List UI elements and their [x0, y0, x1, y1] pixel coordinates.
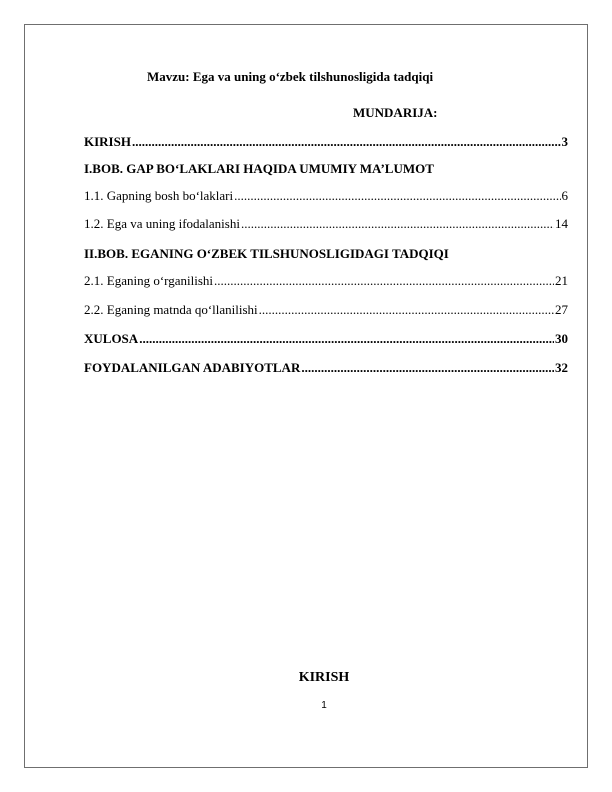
- toc-entry-label: 1.2. Ega va uning ifodalanishi: [84, 216, 240, 231]
- toc-dot-leader: [214, 273, 554, 289]
- toc-entry-2-1[interactable]: [84, 273, 568, 291]
- toc-dot-leader: [301, 360, 554, 376]
- toc-entry-page: 14: [555, 216, 568, 231]
- toc-entry-page: 32: [555, 360, 568, 375]
- toc-entry-label: XULOSA: [84, 331, 139, 346]
- toc-entry-label: 2.2. Eganing matnda qo‘llanilishi: [84, 302, 258, 317]
- toc-entry-page: 27: [555, 302, 568, 317]
- toc-heading: MUNDARIJA:: [353, 105, 438, 120]
- toc-entry-1-1[interactable]: [84, 188, 568, 206]
- toc-entry-kirish[interactable]: [84, 134, 568, 152]
- page-number: 1: [321, 700, 327, 711]
- toc-entry-label: 2.1. Eganing o‘rganilishi: [84, 273, 214, 288]
- toc-dot-leader: [234, 188, 560, 204]
- toc-entry-page: 3: [561, 134, 568, 149]
- toc-dot-leader: [259, 302, 554, 318]
- toc-chapter-1[interactable]: I.BOB. GAP BO‘LAKLARI HAQIDA UMUMIY MA’LUMOT: [84, 161, 434, 176]
- toc-entry-label: 1.1. Gapning bosh bo‘laklari: [84, 188, 234, 203]
- toc-entry-page: 21: [555, 273, 568, 288]
- section-title: KIRISH: [298, 670, 350, 685]
- toc-entry-2-2[interactable]: [84, 302, 568, 320]
- toc-dot-leader: [139, 331, 554, 347]
- toc-entry-label: FOYDALANILGAN ADABIYOTLAR: [84, 360, 301, 375]
- toc-dot-leader: [132, 134, 561, 150]
- document-topic: Mavzu: Ega va uning o‘zbek tilshunosligida tadqiqi: [147, 69, 434, 84]
- toc-chapter-2[interactable]: II.BOB. EGANING O‘ZBEK TILSHUNOSLIGIDAGI TADQIQI: [84, 246, 449, 261]
- toc-entry-1-2[interactable]: [84, 216, 568, 234]
- toc-entry-page: 6: [561, 188, 568, 203]
- toc-entry-page: 30: [555, 331, 568, 346]
- toc-entry-xulosa[interactable]: [84, 331, 568, 349]
- toc-dot-leader: [241, 216, 554, 232]
- toc-entry-adabiyotlar[interactable]: [84, 360, 568, 378]
- toc-entry-label: KIRISH: [84, 134, 131, 149]
